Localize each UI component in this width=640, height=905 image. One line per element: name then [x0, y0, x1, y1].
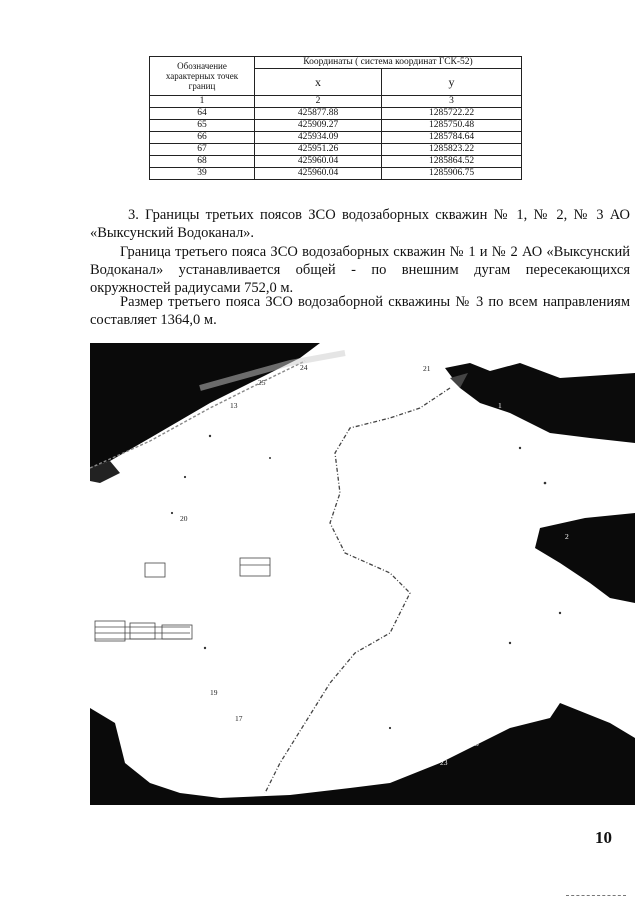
- table-row: [150, 108, 522, 120]
- map-label: 13: [230, 401, 238, 410]
- map-label: 18: [352, 768, 360, 777]
- cell-y: 1285784.64: [382, 132, 522, 144]
- header-y: y: [382, 69, 522, 96]
- table-row: [150, 168, 522, 180]
- map-label: 22: [390, 766, 398, 775]
- cell-point: 65: [150, 120, 255, 132]
- cell-x: 425877.88: [255, 108, 382, 120]
- paragraph-well-3: Размер третьего пояса ЗСО водозаборной скважины № 3 по всем направлениям составляет 1364,0 м.: [90, 294, 630, 328]
- cell-x: 425934.09: [255, 132, 382, 144]
- zone-map: [90, 343, 635, 805]
- header-point-label: Обозначение характерных точек границ: [150, 57, 255, 96]
- coordinates-table: [149, 56, 522, 180]
- map-label: 25: [258, 378, 266, 387]
- col-number: 1: [150, 96, 255, 108]
- map-label: 17: [235, 714, 243, 723]
- map-label: 2: [565, 532, 569, 541]
- cell-point: 39: [150, 168, 255, 180]
- cell-y: 1285864.52: [382, 156, 522, 168]
- cell-y: 1285750.48: [382, 120, 522, 132]
- map-label: 21: [423, 364, 431, 373]
- map-label: 1: [498, 401, 502, 410]
- map-label: 20: [180, 514, 188, 523]
- map-label: 23: [440, 758, 448, 767]
- map-label: 19: [210, 688, 218, 697]
- page-number: 10: [595, 828, 612, 847]
- map-label: 16: [262, 738, 270, 747]
- map-label: 24: [300, 363, 308, 372]
- cell-point: 66: [150, 132, 255, 144]
- col-number: 3: [382, 96, 522, 108]
- table-row: [150, 120, 522, 132]
- table-row: [150, 156, 522, 168]
- table-row: [150, 144, 522, 156]
- footer-divider: [566, 895, 626, 896]
- map-label: 3: [475, 739, 479, 748]
- zone-map-image: [90, 343, 635, 805]
- cell-point: 67: [150, 144, 255, 156]
- col-number: 2: [255, 96, 382, 108]
- table-row: [150, 132, 522, 144]
- header-coords-label: Координаты ( система координат ГСК-52): [255, 57, 522, 69]
- cell-y: 1285722.22: [382, 108, 522, 120]
- section-heading: 3. Границы третьих поясов ЗСО водозаборных скважин № 1, № 2, № 3 АО «Выксунский Водоканал».: [90, 207, 630, 241]
- cell-x: 425951.26: [255, 144, 382, 156]
- header-x: x: [255, 69, 382, 96]
- cell-point: 68: [150, 156, 255, 168]
- cell-y: 1285823.22: [382, 144, 522, 156]
- cell-x: 425960.04: [255, 168, 382, 180]
- cell-x: 425909.27: [255, 120, 382, 132]
- paragraph-wells-1-2: Граница третьего пояса ЗСО водозаборных скважин № 1 и № 2 АО «Выксунский Водоканал» устанавливается общей - по внешним дугам пересекающихся окружностей радиусами 752,0 м.: [90, 244, 630, 296]
- cell-y: 1285906.75: [382, 168, 522, 180]
- cell-x: 425960.04: [255, 156, 382, 168]
- cell-point: 64: [150, 108, 255, 120]
